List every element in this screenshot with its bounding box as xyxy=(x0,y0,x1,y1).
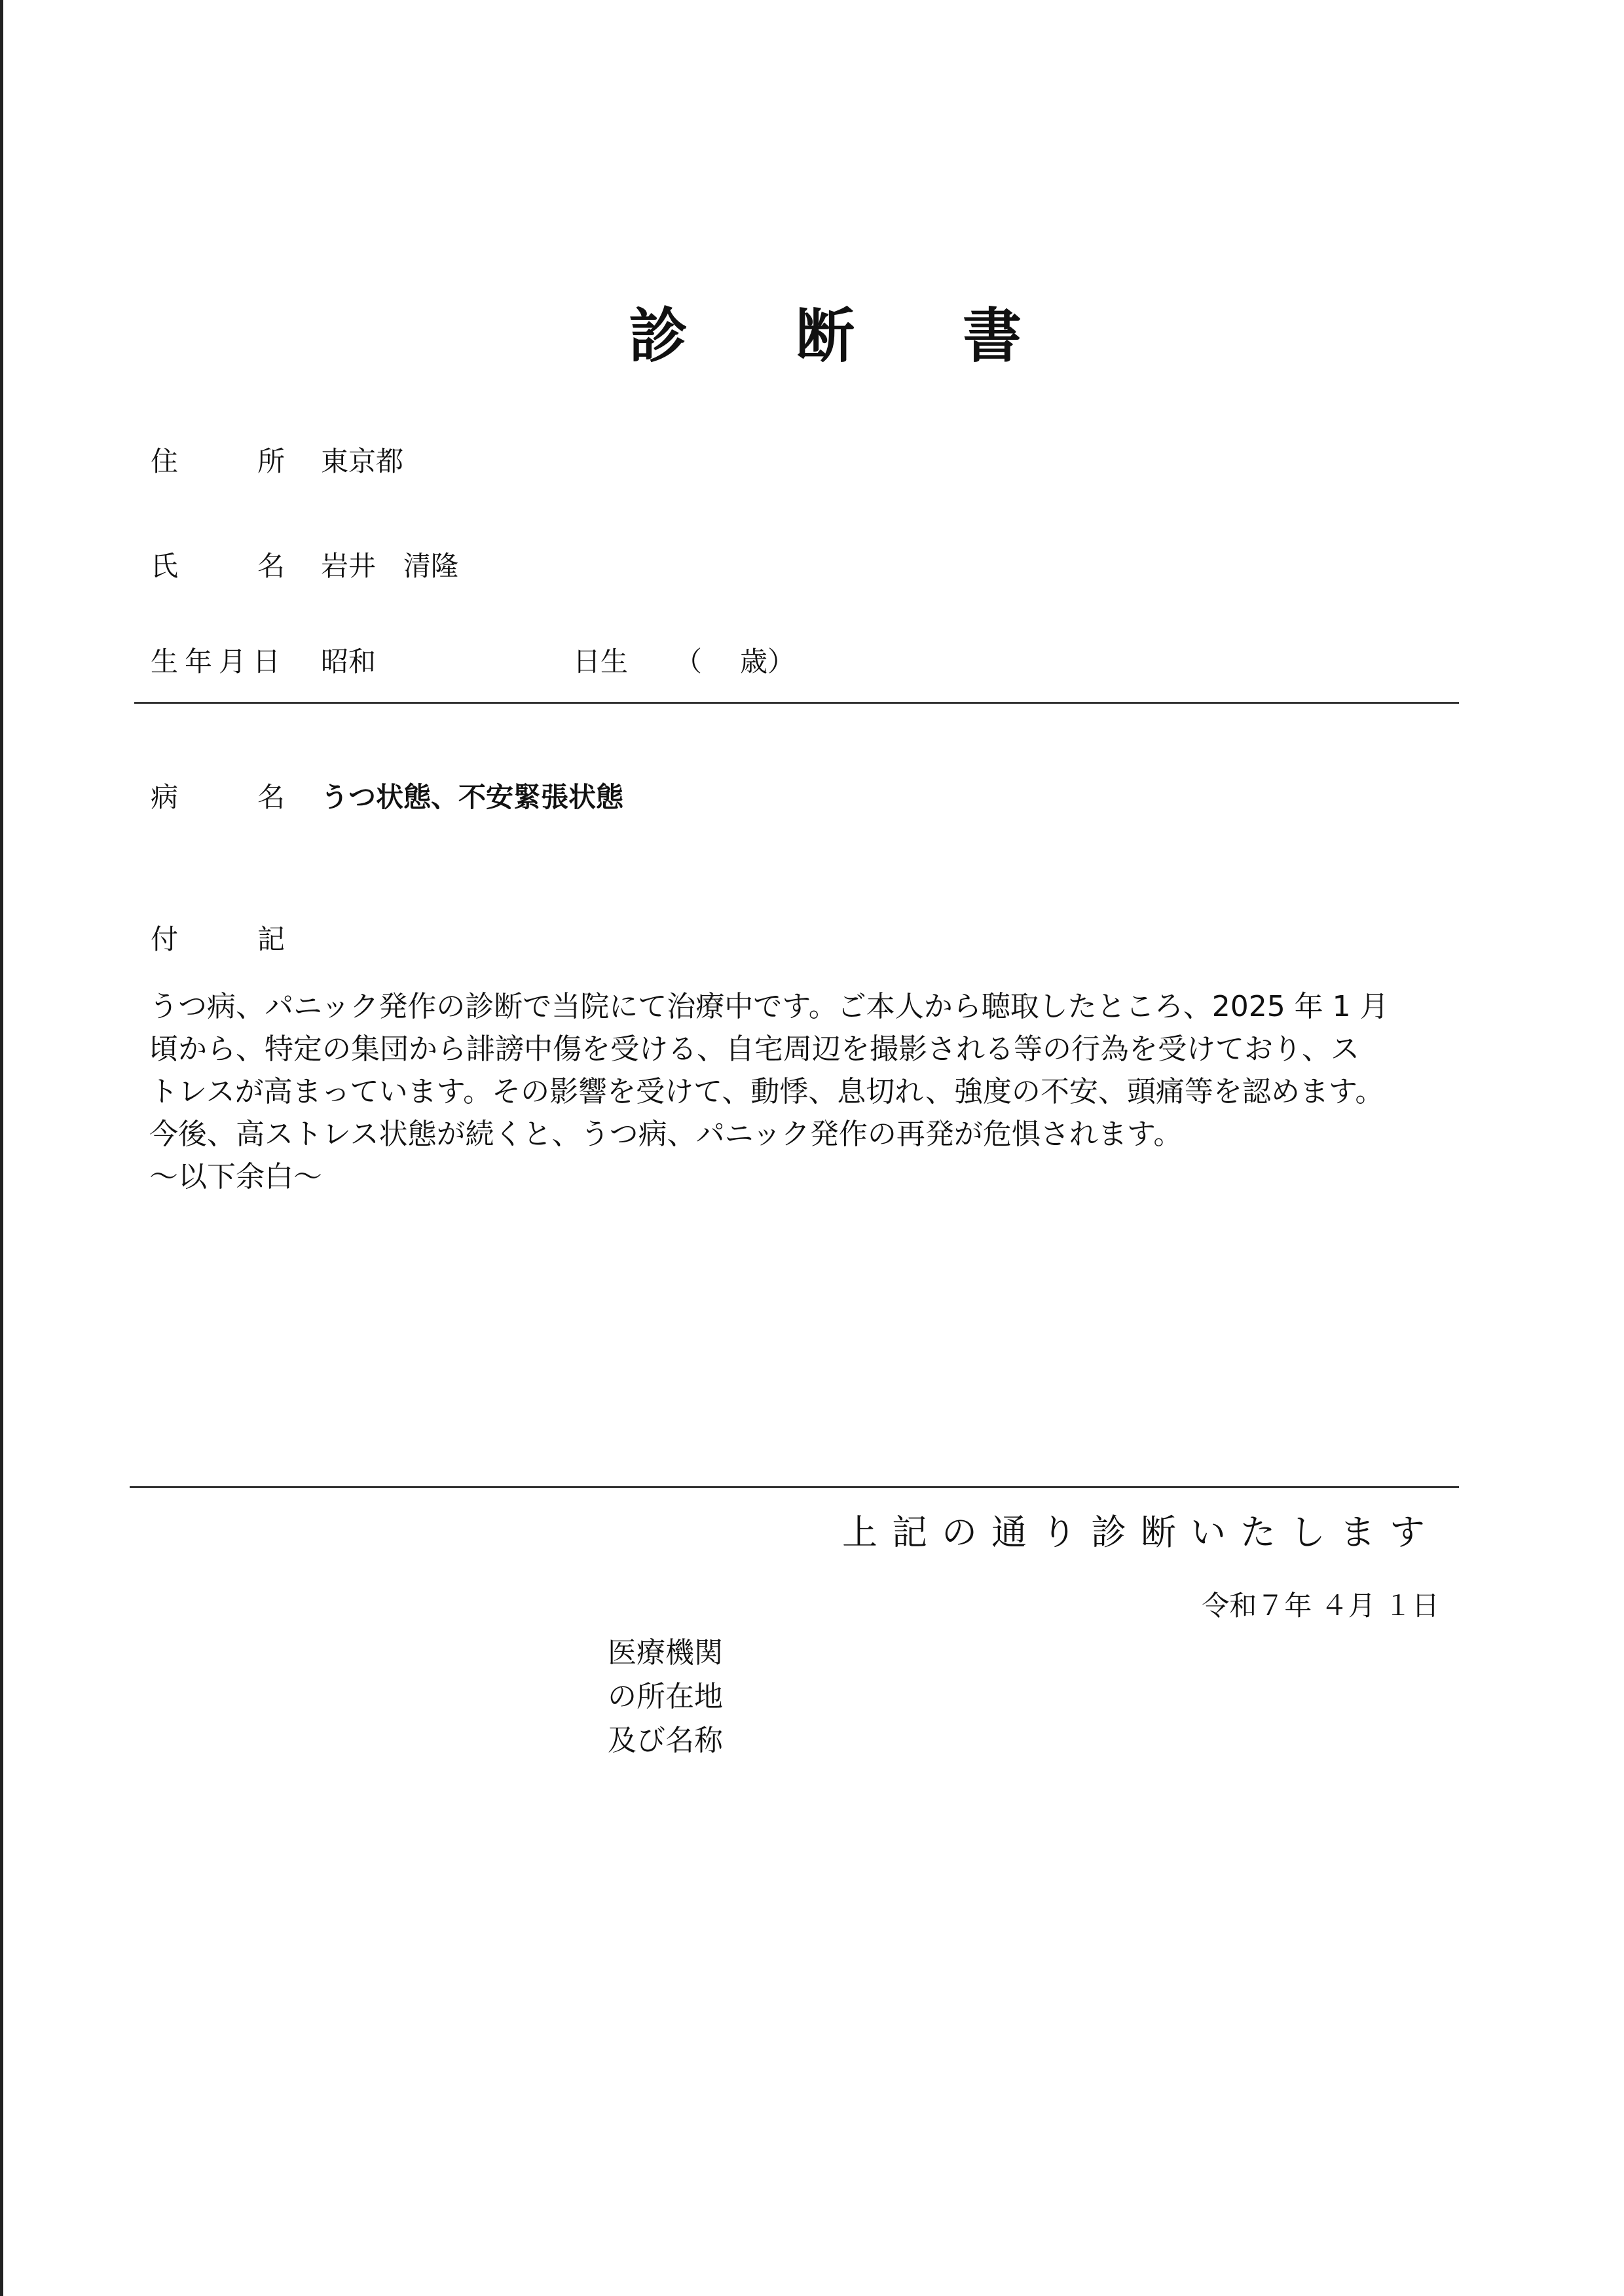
name-value: 岩井 清隆 xyxy=(321,550,459,582)
document-title xyxy=(629,288,1022,373)
header-divider xyxy=(134,702,1459,704)
title-char-2: 断 xyxy=(796,302,855,371)
name-label-char-2: 名 xyxy=(257,550,285,582)
address-label-char-2: 所 xyxy=(257,445,285,477)
declaration-text: 上記の通り診断いたします xyxy=(842,1512,1439,1553)
remarks-label-char-1: 付 xyxy=(151,923,179,955)
address-label-char-1: 住 xyxy=(151,445,179,477)
diagnosis-value: うつ状態、不安緊張状態 xyxy=(321,781,624,813)
remarks-line: うつ病、パニック発作の診断で当院にて治療中です。ご本人から聴取したところ、2025 年 1 月 xyxy=(149,990,1389,1023)
remarks-label xyxy=(151,918,285,957)
name-label xyxy=(151,545,285,584)
age-open-paren: （ xyxy=(674,646,703,678)
birthdate-era: 昭和 xyxy=(321,646,377,678)
name-label-char-1: 氏 xyxy=(151,550,179,582)
remarks-end-marker: ～以下余白～ xyxy=(149,1160,322,1194)
remarks-line: 頃から、特定の集団から誹謗中傷を受ける、自宅周辺を撮影される等の行為を受けており、ス xyxy=(149,1032,1359,1066)
diagnosis-label-char-2: 名 xyxy=(257,781,285,813)
age-close: 歳） xyxy=(740,646,796,678)
address-label xyxy=(151,440,285,479)
remarks-label-char-2: 記 xyxy=(257,923,285,955)
institution-label-line: 医療機関 xyxy=(608,1636,723,1669)
birthdate-suffix: 日生 xyxy=(573,646,629,678)
title-char-3: 書 xyxy=(963,302,1022,371)
address-value: 東京都 xyxy=(321,445,404,477)
remarks-line: トレスが高まっています。その影響を受けて、動悸、息切れ、強度の不安、頭痛等を認めます。 xyxy=(149,1075,1384,1108)
diagnosis-label xyxy=(151,776,285,815)
title-char-1: 診 xyxy=(629,302,688,371)
diagnosis-label-char-1: 病 xyxy=(151,781,179,813)
scan-edge xyxy=(0,0,3,2296)
remarks-line: 今後、高ストレス状態が続くと、うつ病、パニック発作の再発が危惧されます。 xyxy=(149,1118,1183,1151)
issue-date: 令和７年 ４月 １日 xyxy=(1202,1590,1439,1622)
footer-divider xyxy=(130,1486,1459,1488)
remarks-body xyxy=(149,985,1472,1198)
institution-label-line: の所在地 xyxy=(608,1680,723,1713)
institution-label-line: 及び名称 xyxy=(608,1724,723,1757)
birthdate-label: 生年月日 xyxy=(151,646,287,678)
